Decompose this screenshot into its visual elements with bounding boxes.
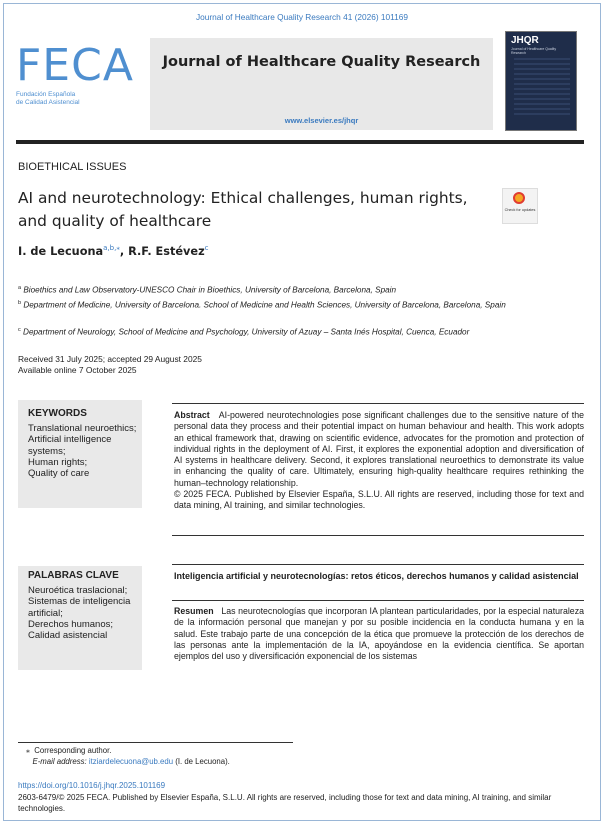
running-head: Journal of Healthcare Quality Research 41 (2026) 101169 [195, 12, 408, 22]
article-dates [18, 354, 202, 376]
footnote-mark: ⁎ [26, 746, 30, 755]
journal-cover-title: JHQR [511, 35, 539, 46]
affiliation [18, 283, 588, 296]
online-date: Available online 7 October 2025 [18, 365, 137, 375]
doi-link[interactable]: https://doi.org/10.1016/j.jhqr.2025.101169 [18, 781, 166, 790]
abstract [174, 410, 584, 512]
corresponding-author: Corresponding author. [34, 746, 112, 755]
keyword-item[interactable]: Human rights; [28, 456, 88, 468]
keyword-item[interactable]: Derechos humanos; [28, 618, 114, 630]
article-title: AI and neurotechnology: Ethical challenges, human rights, and quality of healthcare [18, 189, 468, 230]
journal-title: Journal of Healthcare Quality Research [162, 54, 481, 70]
keywords-heading: KEYWORDS [28, 408, 87, 419]
email-label: E-mail address: [32, 756, 87, 766]
abstract-text: AI-powered neurotechnologies pose significant challenges due to the sensitive nature of the personal data they process and their potential impact on human behaviour and health. This work adopts an ethical framework that, drawing on scientific evidence, advocates for the promotion and protection of individual rights in the deployment of AI. First, it explores the exponential adoption and diversification of AI systems in healthcare delivery. Second, it explores translational neuroethics to demonstrate its value in enhancing the quality of care. Ultimately, ensuring high-quality healthcare requires rethinking the human–technology relationship. [174, 410, 584, 488]
keyword-item[interactable]: Artificial intelligence systems; [28, 434, 112, 457]
crossmark-icon [513, 192, 525, 204]
email-owner: (I. de Lecuona). [175, 756, 230, 766]
feca-logo-text: FECA [16, 40, 134, 91]
resumen-title-rule [172, 600, 584, 601]
email-link[interactable]: itziardelecuona@ub.edu [88, 756, 174, 766]
keyword-item[interactable]: Quality of care [28, 468, 90, 480]
journal-url-link[interactable]: www.elsevier.es/jhqr [284, 116, 359, 125]
author-marks[interactable]: c [204, 244, 209, 252]
keyword-item[interactable]: Sistemas de inteligencia artificial; [28, 596, 131, 619]
keyword-item[interactable]: Calidad asistencial [28, 630, 108, 642]
section-label: BIOETHICAL ISSUES [18, 161, 127, 173]
affiliation [18, 325, 588, 338]
author-list: I. de Lecuona$^{a,b,⁎}$, R.F. Estévez$^c$ [18, 244, 209, 258]
affiliation-mark: b [18, 300, 22, 306]
keyword-item[interactable]: Neuroética traslacional; [28, 585, 128, 596]
palabras-clave-heading: PALABRAS CLAVE [28, 570, 119, 581]
affiliation-text: Department of Medicine, University of Barcelona. School of Medicine and Health Sciences, University of Barcelona, Barcelona, Spain [23, 300, 506, 310]
footnote [26, 746, 526, 767]
bottom-copyright: 2603-6479/© 2025 FECA. Published by Elsevier España, S.L.U. All rights are reserved, including those for text and data mining, AI training, and similar technologies. [18, 793, 552, 813]
keywords-box [18, 400, 142, 508]
affiliation-text: Bioethics and Law Observatory-UNESCO Chair in Bioethics, University of Barcelona, Barcelona, Spain [23, 285, 397, 295]
author-name[interactable]: I. de Lecuona [18, 244, 104, 258]
journal-cover-pattern [514, 58, 570, 118]
abstract-copyright: © 2025 FECA. Published by Elsevier España, S.L.U. All rights are reserved, including those for text and data mining, AI training, and similar technologies. [174, 489, 584, 511]
doi-line [18, 781, 588, 792]
feca-subtitle-line-2: de Calidad Asistencial [16, 99, 80, 106]
abstract-bottom-rule [172, 535, 584, 536]
feca-logo [16, 40, 136, 114]
header-divider [16, 140, 584, 144]
resumen [174, 606, 584, 662]
resumen-text: Las neurotecnologías que incorporan IA plantean particularidades, por la especial naturaleza de la información personal que manejan y por su posible incidencia en la conducta humana y en la salud. Este trabajo parte de una concepción de la ética que promueve la protección de los derechos de las personas ante la implementación de la IA, apoyándose en la evidencia científica. Se aportan ejemplos del uso y diversificación exponencial de los sistemas [174, 606, 584, 662]
keyword-item[interactable]: Translational neuroethics; [28, 423, 137, 434]
article-page [3, 3, 601, 821]
palabras-clave-box [18, 566, 142, 670]
feca-logo-subtitle [16, 91, 136, 107]
feca-subtitle-line-1: Fundación Española [16, 91, 76, 98]
author-name[interactable]: R.F. Estévez [128, 244, 205, 258]
journal-cover-subtitle: Journal of Healthcare Quality Research [511, 47, 557, 55]
spanish-title: Inteligencia artificial y neurotecnologías: retos éticos, derechos humanos y calidad asistencial [174, 571, 579, 581]
abstract-label: Abstract [174, 410, 210, 420]
affiliation-mark: a [18, 285, 22, 291]
affiliation [18, 298, 588, 311]
received-date: Received 31 July 2025; accepted 29 August 2025 [18, 354, 202, 364]
resumen-top-rule [172, 564, 584, 565]
affiliation-text: Department of Neurology, School of Medicine and Psychology, University of Azuay – Santa Inés Hospital, Cuenca, Ecuador [23, 327, 470, 337]
resumen-label: Resumen [174, 606, 214, 616]
author-marks[interactable]: a,b,⁎ [103, 244, 120, 252]
check-for-updates-label: Check for updates [504, 208, 536, 212]
abstract-top-rule [172, 403, 584, 404]
affiliation-mark: c [18, 327, 21, 333]
footnote-rule [18, 742, 293, 743]
